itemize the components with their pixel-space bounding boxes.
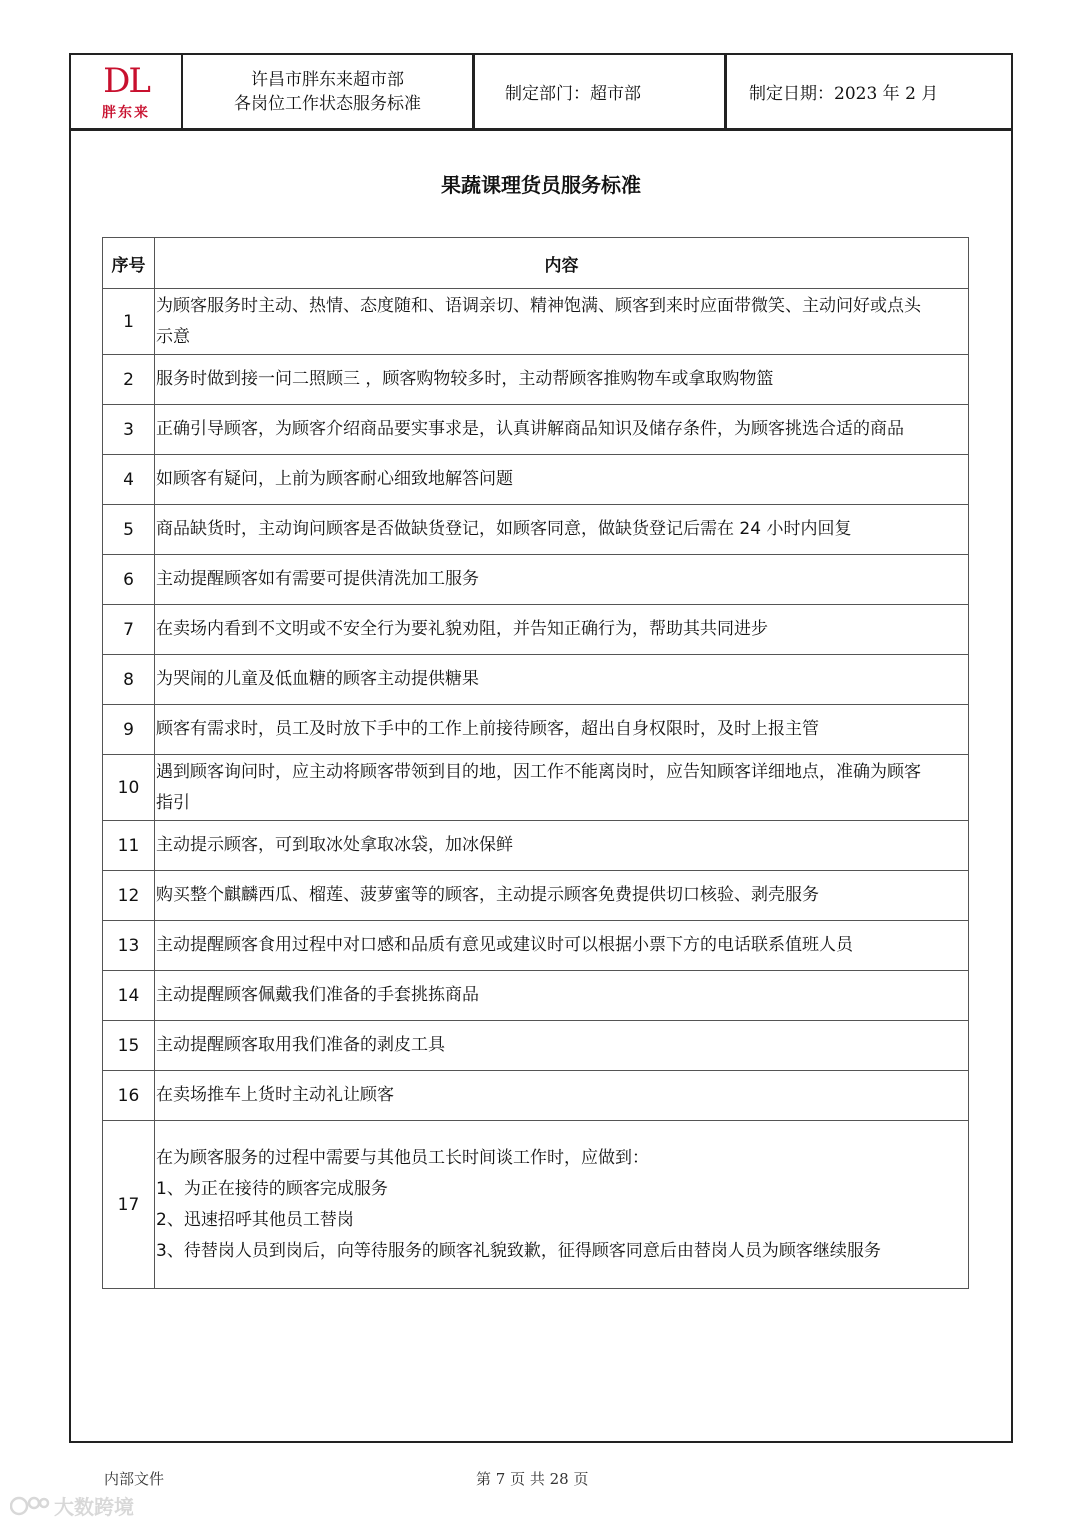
row-content	[155, 755, 969, 821]
content-line: 在卖场内看到不文明或不安全行为要礼貌劝阻，并告知正确行为，帮助其共同进步	[156, 619, 768, 639]
page-number: 第 7 页 共 28 页	[476, 1470, 589, 1488]
header-title-line1: 许昌市胖东来超市部	[251, 69, 404, 90]
row-number: 17	[103, 1121, 155, 1289]
logo-cell	[71, 55, 183, 128]
content-line: 商品缺货时，主动询问顾客是否做缺货登记，如顾客同意，做缺货登记后需在 24 小时内回复	[156, 519, 852, 539]
content-line: 在卖场推车上货时主动礼让顾客	[156, 1085, 394, 1105]
row-number: 15	[103, 1021, 155, 1071]
row-content	[155, 655, 969, 705]
row-content	[155, 1021, 969, 1071]
row-content	[155, 405, 969, 455]
table-header-row	[103, 238, 969, 289]
row-content	[155, 971, 969, 1021]
header-title	[183, 55, 475, 128]
row-content	[155, 455, 969, 505]
company-logo	[91, 62, 161, 122]
content-line: 为哭闹的儿童及低血糖的顾客主动提供糖果	[156, 669, 479, 689]
content-line: 主动提醒顾客佩戴我们准备的手套挑拣商品	[156, 985, 479, 1005]
content-line: 主动提示顾客，可到取冰处拿取冰袋，加冰保鲜	[156, 835, 513, 855]
row-content	[155, 1121, 969, 1289]
logo-mark: DL	[103, 60, 149, 101]
row-number: 5	[103, 505, 155, 555]
watermark-text: 大数跨境	[54, 1495, 134, 1519]
table-row	[103, 821, 969, 871]
document-title: 果蔬课理货员服务标准	[441, 173, 641, 197]
watermark-icon	[10, 1495, 50, 1517]
standards-table	[102, 237, 969, 1289]
content-line: 指引	[156, 792, 190, 813]
row-content	[155, 555, 969, 605]
table-row	[103, 705, 969, 755]
row-content	[155, 921, 969, 971]
content-line: 顾客有需求时，员工及时放下手中的工作上前接待顾客，超出自身权限时，及时上报主管	[156, 719, 819, 739]
content-line: 1、为正在接待的顾客完成服务	[156, 1178, 388, 1199]
row-content	[155, 355, 969, 405]
row-number: 7	[103, 605, 155, 655]
row-number: 10	[103, 755, 155, 821]
table-body	[103, 289, 969, 1289]
table-row	[103, 971, 969, 1021]
row-content	[155, 289, 969, 355]
content-line: 如顾客有疑问，上前为顾客耐心细致地解答问题	[156, 469, 513, 489]
content-line: 正确引导顾客，为顾客介绍商品要实事求是，认真讲解商品知识及储存条件，为顾客挑选合适的商品	[156, 419, 904, 439]
row-content	[155, 705, 969, 755]
row-number: 8	[103, 655, 155, 705]
header-department: 制定部门：超市部	[475, 55, 727, 128]
table-row	[103, 871, 969, 921]
content-line: 2、迅速招呼其他员工替岗	[156, 1209, 354, 1230]
table-row	[103, 605, 969, 655]
table-row	[103, 505, 969, 555]
header-content: 内容	[155, 238, 969, 289]
table-row	[103, 1021, 969, 1071]
content-line: 为顾客服务时主动、热情、态度随和、语调亲切、精神饱满、顾客到来时应面带微笑、主动问好或点头	[156, 295, 921, 316]
logo-text: 胖东来	[102, 104, 150, 121]
content-line: 购买整个麒麟西瓜、榴莲、菠萝蜜等的顾客，主动提示顾客免费提供切口核验、剥壳服务	[156, 885, 819, 905]
header-date: 制定日期：2023 年 2 月	[749, 84, 939, 104]
table-row	[103, 1121, 969, 1289]
table-row	[103, 455, 969, 505]
row-content	[155, 605, 969, 655]
row-content	[155, 505, 969, 555]
content-line: 主动提醒顾客如有需要可提供清洗加工服务	[156, 569, 479, 589]
row-number: 3	[103, 405, 155, 455]
content-line: 示意	[156, 326, 190, 347]
table-row	[103, 1071, 969, 1121]
row-number: 12	[103, 871, 155, 921]
row-number: 16	[103, 1071, 155, 1121]
table-row	[103, 555, 969, 605]
table-row	[103, 655, 969, 705]
table-row	[103, 355, 969, 405]
footer-label: 内部文件	[104, 1470, 165, 1488]
row-content	[155, 821, 969, 871]
row-number: 13	[103, 921, 155, 971]
row-number: 14	[103, 971, 155, 1021]
content-line: 服务时做到接一问二照顾三 ，顾客购物较多时，主动帮顾客推购物车或拿取购物篮	[156, 369, 774, 389]
header-no: 序号	[103, 238, 155, 289]
row-number: 1	[103, 289, 155, 355]
content-line: 主动提醒顾客食用过程中对口感和品质有意见或建议时可以根据小票下方的电话联系值班人员	[156, 935, 853, 955]
row-number: 11	[103, 821, 155, 871]
table-row	[103, 921, 969, 971]
table-row	[103, 289, 969, 355]
row-content	[155, 871, 969, 921]
content-line: 主动提醒顾客取用我们准备的剥皮工具	[156, 1035, 445, 1055]
table-row	[103, 405, 969, 455]
row-number: 9	[103, 705, 155, 755]
content-line: 在为顾客服务的过程中需要与其他员工长时间谈工作时，应做到：	[156, 1147, 649, 1168]
content-line: 3、待替岗人员到岗后，向等待服务的顾客礼貌致歉，征得顾客同意后由替岗人员为顾客继续服务	[156, 1240, 881, 1261]
table-row	[103, 755, 969, 821]
header-title-line2: 各岗位工作状态服务标准	[234, 93, 421, 114]
row-content	[155, 1071, 969, 1121]
row-number: 6	[103, 555, 155, 605]
watermark	[10, 1491, 134, 1520]
content-line: 遇到顾客询问时，应主动将顾客带领到目的地，因工作不能离岗时，应告知顾客详细地点，准确为顾客	[156, 761, 921, 782]
document-frame	[69, 53, 1013, 1443]
row-number: 4	[103, 455, 155, 505]
document-header	[71, 55, 1011, 131]
row-number: 2	[103, 355, 155, 405]
